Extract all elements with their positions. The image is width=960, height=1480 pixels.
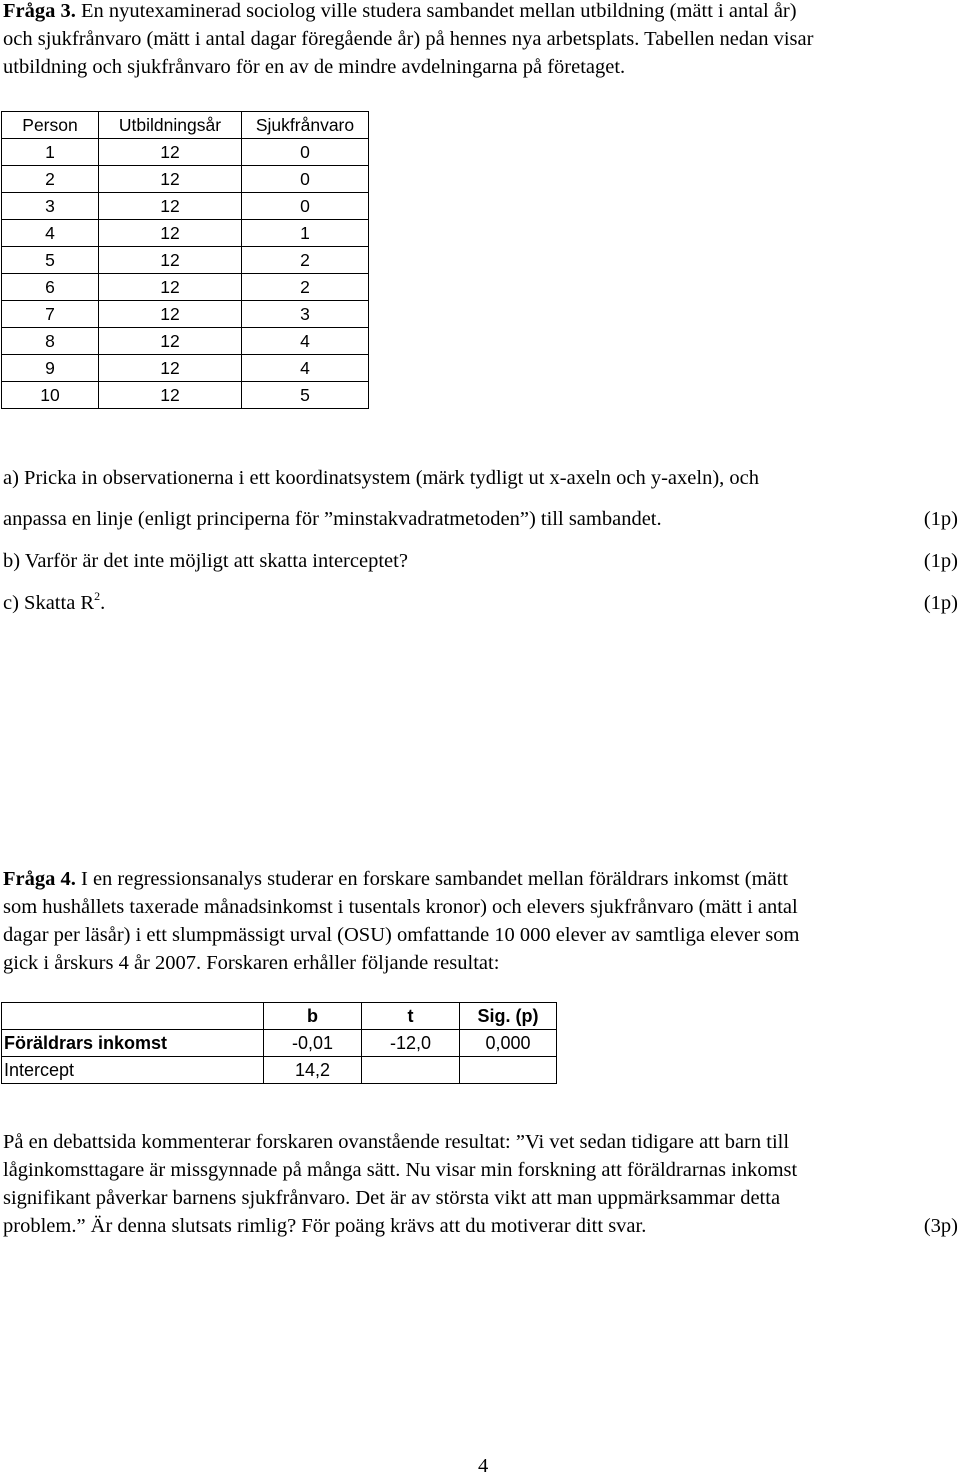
q3-c-line [3, 589, 106, 615]
q3-heading: Fråga 3. [3, 0, 76, 22]
table-cell: 0 [242, 193, 369, 220]
table-cell: 12 [99, 301, 242, 328]
table-row [2, 328, 369, 355]
table-header-person: Person [2, 112, 99, 139]
table-row [2, 1057, 557, 1084]
table-cell: 4 [2, 220, 99, 247]
table-header-row [2, 112, 369, 139]
table-header-row [2, 1003, 557, 1030]
table-cell: 5 [242, 382, 369, 409]
table-header-sig: Sig. (p) [460, 1003, 557, 1030]
table-cell: 12 [99, 139, 242, 166]
q4-line4: gick i årskurs 4 år 2007. Forskaren erhåller följande resultat: [3, 952, 500, 974]
table-cell: 12 [99, 382, 242, 409]
table-cell: 10 [2, 382, 99, 409]
q4-points: (3p) [923, 1215, 958, 1237]
q3-intro-line2: och sjukfrånvaro (mätt i antal dagar föregående år) på hennes nya arbetsplats. Tabellen nedan visar [3, 28, 814, 50]
table-cell: 2 [242, 274, 369, 301]
table-row [2, 274, 369, 301]
table-row [2, 382, 369, 409]
table-row [2, 193, 369, 220]
q4-line3: dagar per läsår) i ett slumpmässigt urval (OSU) omfattande 10 000 elever av samtliga elever som [3, 924, 800, 946]
table-cell: 7 [2, 301, 99, 328]
q3-intro-line1 [3, 0, 797, 23]
table-cell: 1 [242, 220, 369, 247]
table-cell: 9 [2, 355, 99, 382]
table-header-empty [2, 1003, 264, 1030]
q4-text1: I en regressionsanalys studerar en forskare sambandet mellan föräldrars inkomst (mätt [81, 868, 789, 890]
table-cell: 12 [99, 166, 242, 193]
page-number: 4 [478, 1455, 489, 1477]
q4-comment-line3: signifikant påverkar barnens sjukfrånvaro. Det är av största vikt att man uppmärksammar detta [3, 1187, 781, 1209]
table-cell [460, 1057, 557, 1084]
table-row [2, 220, 369, 247]
table-cell: 0 [242, 139, 369, 166]
table-header-sick-leave: Sjukfrånvaro [242, 112, 369, 139]
table-header-b: b [264, 1003, 362, 1030]
table-cell-label: Föräldrars inkomst [2, 1030, 264, 1057]
q4-comment-line4: problem.” Är denna slutsats rimlig? För poäng krävs att du motiverar ditt svar. [3, 1215, 647, 1237]
table-cell: 14,2 [264, 1057, 362, 1084]
table-cell: 5 [2, 247, 99, 274]
q4-comment-line2: låginkomsttagare är missgynnade på många sätt. Nu visar min forskning att föräldrarnas inkomst [3, 1159, 798, 1181]
q3-a-points: (1p) [923, 508, 958, 530]
table-cell: 2 [2, 166, 99, 193]
table-cell-label: Intercept [2, 1057, 264, 1084]
table-row [2, 247, 369, 274]
table-cell: 3 [242, 301, 369, 328]
table-cell: 12 [99, 274, 242, 301]
q4-regression-table [1, 1002, 557, 1084]
q4-line2: som hushållets taxerade månadsinkomst i tusentals kronor) och elevers sjukfrånvaro (mätt i antal [3, 896, 798, 918]
table-cell: 3 [2, 193, 99, 220]
table-cell: 1 [2, 139, 99, 166]
table-row [2, 1030, 557, 1057]
table-cell [362, 1057, 460, 1084]
q3-b-points: (1p) [923, 550, 958, 572]
table-cell: 12 [99, 193, 242, 220]
q3-c-superscript: 2 [94, 589, 101, 603]
q3-c-points: (1p) [923, 592, 958, 614]
table-cell: 8 [2, 328, 99, 355]
table-cell: 12 [99, 220, 242, 247]
table-cell: 12 [99, 355, 242, 382]
table-cell: 2 [242, 247, 369, 274]
table-cell: 4 [242, 355, 369, 382]
q4-heading: Fråga 4. [3, 868, 76, 890]
table-cell: 0 [242, 166, 369, 193]
q3-data-table [1, 111, 369, 409]
q3-a-line1: a) Pricka in observationerna i ett koordinatsystem (märk tydligt ut x-axeln och y-axeln), och [3, 467, 759, 489]
table-cell: 0,000 [460, 1030, 557, 1057]
table-cell: 6 [2, 274, 99, 301]
q3-c-text: c) Skatta R [3, 592, 95, 614]
q3-intro-line3: utbildning och sjukfrånvaro för en av de mindre avdelningarna på företaget. [3, 56, 626, 78]
table-cell: -0,01 [264, 1030, 362, 1057]
q4-comment-line1: På en debattsida kommenterar forskaren ovanstående resultat: ”Vi vet sedan tidigare att barn till [3, 1131, 790, 1153]
table-row [2, 166, 369, 193]
table-row [2, 301, 369, 328]
q4-line1 [3, 868, 788, 891]
q3-intro-text1: En nyutexaminerad sociolog ville studera sambandet mellan utbildning (mätt i antal år) [81, 0, 797, 22]
table-cell: 12 [99, 328, 242, 355]
q3-a-line2: anpassa en linje (enligt principerna för ”minstakvadratmetoden”) till sambandet. [3, 508, 662, 530]
q3-c-end: . [100, 592, 106, 614]
table-row [2, 139, 369, 166]
table-cell: -12,0 [362, 1030, 460, 1057]
q3-b-text: b) Varför är det inte möjligt att skatta interceptet? [3, 550, 408, 572]
table-header-t: t [362, 1003, 460, 1030]
table-cell: 4 [242, 328, 369, 355]
table-cell: 12 [99, 247, 242, 274]
table-row [2, 355, 369, 382]
table-header-education: Utbildningsår [99, 112, 242, 139]
